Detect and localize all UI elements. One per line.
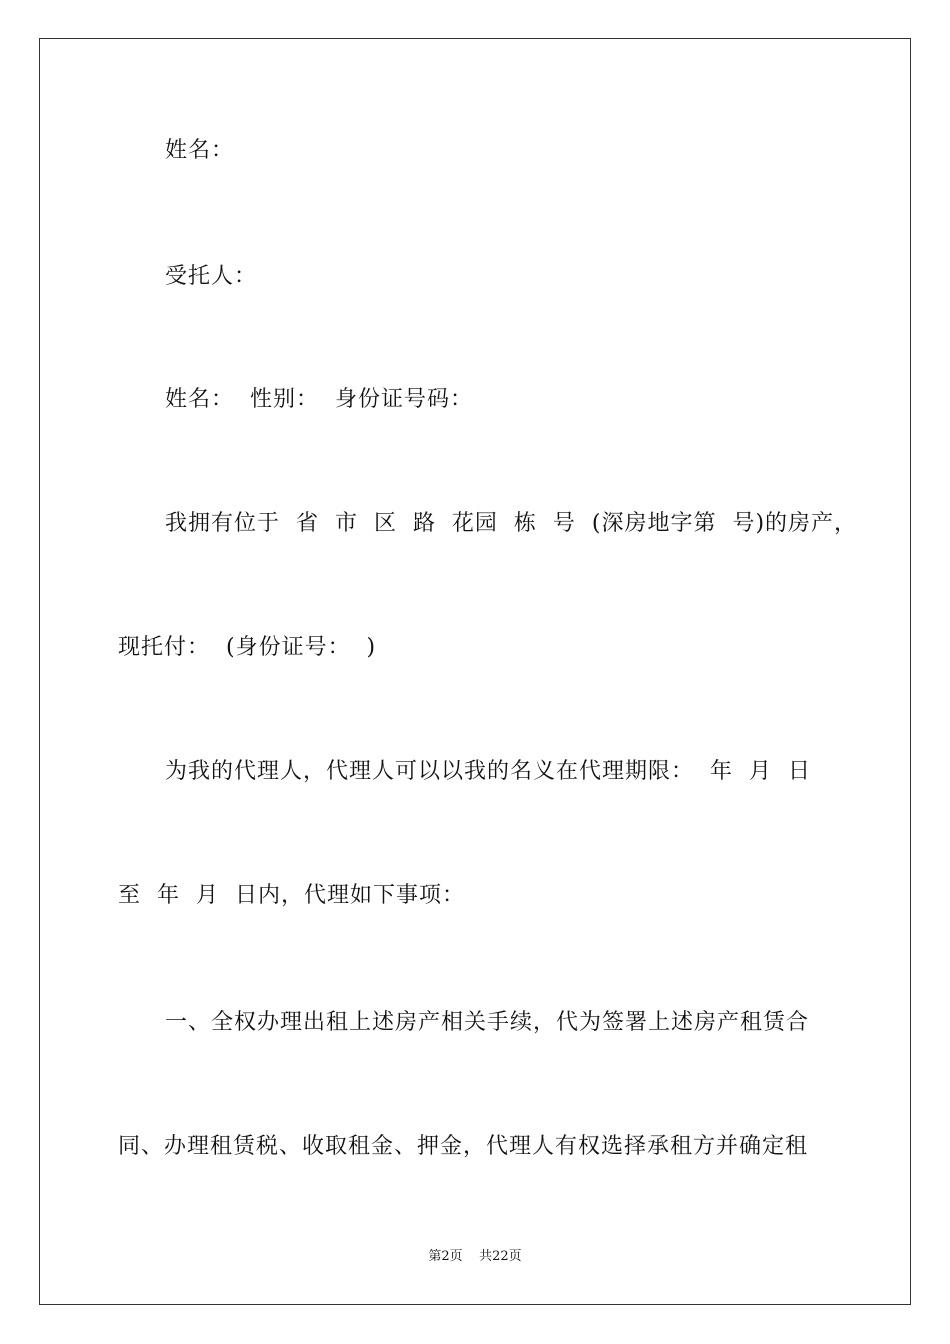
- line-trustee-label: 受托人：: [165, 264, 258, 289]
- line-trustee-info: 姓名： 性别： 身份证号码：: [165, 387, 473, 412]
- line-property-location: 我拥有位于 省 市 区 路 花园 栋 号 (深房地字第 号)的房产，: [165, 511, 858, 536]
- line-item-one: 一、全权办理出租上述房产相关手续，代为签署上述房产租赁合: [165, 1010, 810, 1035]
- line-item-one-cont: 同、办理租赁税、收取租金、押金，代理人有权选择承租方并确定租: [118, 1134, 809, 1159]
- line-name-label: 姓名：: [165, 138, 235, 163]
- line-agent-period: 为我的代理人，代理人可以以我的名义在代理期限： 年 月 日: [165, 759, 811, 784]
- page-number-footer: 第2页 共22页: [428, 1249, 522, 1264]
- line-agent-matters: 至 年 月 日内，代理如下事项：: [118, 883, 465, 908]
- page-frame: [39, 38, 911, 1305]
- line-entrust: 现托付： (身份证号： ): [118, 635, 377, 660]
